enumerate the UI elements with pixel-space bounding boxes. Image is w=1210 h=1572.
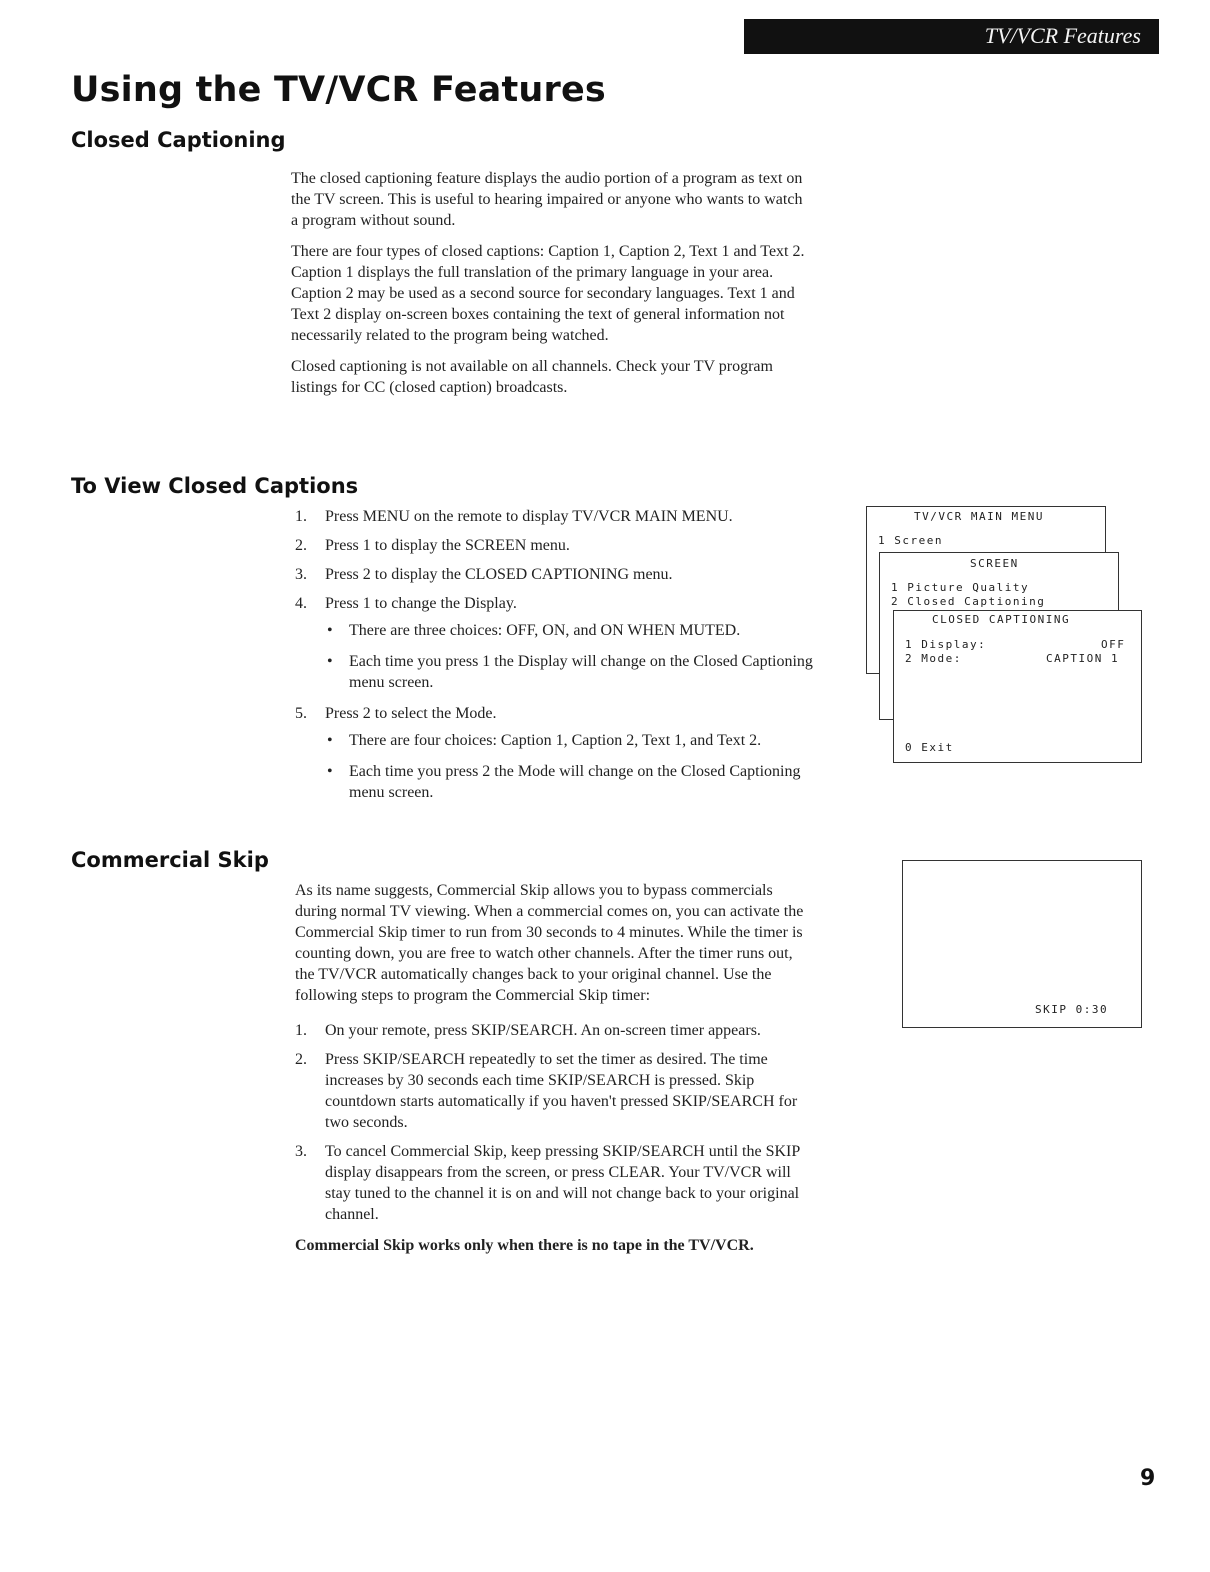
cc-mode-label: 2 Mode: xyxy=(905,652,962,665)
main-menu-title: TV/VCR MAIN MENU xyxy=(914,510,1044,523)
step5-bullet-1: • There are four choices: Caption 1, Caption 2, Text 1, and Text 2. xyxy=(327,732,762,749)
closed-captioning-heading: Closed Captioning xyxy=(71,128,286,152)
section-tab-label: TV/VCR Features xyxy=(984,23,1141,48)
page-title: Using the TV/VCR Features xyxy=(71,70,606,110)
step5-bullet-2: • Each time you press 2 the Mode will change on the Closed Captioning menu screen. xyxy=(327,763,801,801)
skip-step-3: 3. To cancel Commercial Skip, keep pressing SKIP/SEARCH until the SKIP display disappears from the screen, or press CLEAR. Your TV/VCR will stay tuned to the channel it is on and will not change back to your original channel. xyxy=(295,1143,800,1223)
skip-step-1: 1. On your remote, press SKIP/SEARCH. An on-screen timer appears. xyxy=(295,1022,761,1039)
skip-step-2: 2. Press SKIP/SEARCH repeatedly to set the timer as desired. The time increases by 30 seconds each time SKIP/SEARCH is pressed. Skip countdown starts automatically if you haven't pressed SKIP/SEARCH for two seconds. xyxy=(295,1051,798,1131)
step4-bullet-1: • There are three choices: OFF, ON, and ON WHEN MUTED. xyxy=(327,622,741,639)
view-step-2: 2. Press 1 to display the SCREEN menu. xyxy=(295,537,570,554)
view-step-3: 3. Press 2 to display the CLOSED CAPTIONING menu. xyxy=(295,566,673,583)
commercial-skip-heading: Commercial Skip xyxy=(71,848,269,872)
main-menu-item: 1 Screen xyxy=(878,534,943,547)
screen-menu-title: SCREEN xyxy=(970,557,1019,570)
skip-timer-display: SKIP 0:30 xyxy=(1035,1003,1109,1016)
view-captions-steps xyxy=(295,506,815,813)
cc-menu-title: CLOSED CAPTIONING xyxy=(932,613,1071,626)
view-step-1: 1. Press MENU on the remote to display TV/VCR MAIN MENU. xyxy=(295,508,733,525)
view-step-5: 5. Press 2 to select the Mode. • There are four choices: Caption 1, Caption 2, Text 1, and Text 2. • Each time you press 2 the Mode will change on the Closed Captioning menu screen. xyxy=(295,703,815,803)
commercial-skip-body xyxy=(295,880,815,1266)
cc-paragraph-1: The closed captioning feature displays the audio portion of a program as text on the TV screen. This is useful to hearing impaired or anyone who wants to watch a program without sound. xyxy=(291,170,803,229)
commercial-skip-note: Commercial Skip works only when there is no tape in the TV/VCR. xyxy=(295,1237,754,1254)
cc-paragraph-2: There are four types of closed captions: Caption 1, Caption 2, Text 1 and Text 2. Caption 1 displays the full translation of the primary language in your area. Caption 2 may be used as a second source for secondary languages. Text 1 and Text 2 display on-screen boxes containing the text of general information not necessarily related to the program being watched. xyxy=(291,243,805,344)
cc-paragraph-3: Closed captioning is not available on all channels. Check your TV program listings for CC (closed caption) broadcasts. xyxy=(291,358,773,396)
cc-display-label: 1 Display: xyxy=(905,638,987,651)
page-number: 9 xyxy=(1140,1466,1156,1491)
closed-captioning-body xyxy=(291,168,811,408)
screen-menu-item-2: 2 Closed Captioning xyxy=(891,595,1046,608)
view-captions-heading: To View Closed Captions xyxy=(71,474,359,498)
cc-mode-value: CAPTION 1 xyxy=(1046,652,1120,665)
cc-display-value: OFF xyxy=(1101,638,1126,651)
cc-exit-item: 0 Exit xyxy=(905,741,954,754)
view-step-4: 4. Press 1 to change the Display. • There are three choices: OFF, ON, and ON WHEN MUTED. • Each time you press 1 the Display will change on the Closed Captioning menu screen. xyxy=(295,593,815,693)
skip-timer-screen xyxy=(902,860,1142,1028)
step4-bullet-2: • Each time you press 1 the Display will change on the Closed Captioning menu screen. xyxy=(327,653,813,691)
screen-menu-item-1: 1 Picture Quality xyxy=(891,581,1030,594)
section-tab xyxy=(744,19,1159,54)
commercial-skip-intro: As its name suggests, Commercial Skip allows you to bypass commercials during normal TV viewing. When a commercial comes on, you can activate the Commercial Skip timer to run from 30 seconds to 4 minutes. While the timer is counting down, you are free to watch other channels. After the timer runs out, the TV/VCR automatically changes back to your original channel. Use the following steps to program the Commercial Skip timer: xyxy=(295,882,804,1004)
